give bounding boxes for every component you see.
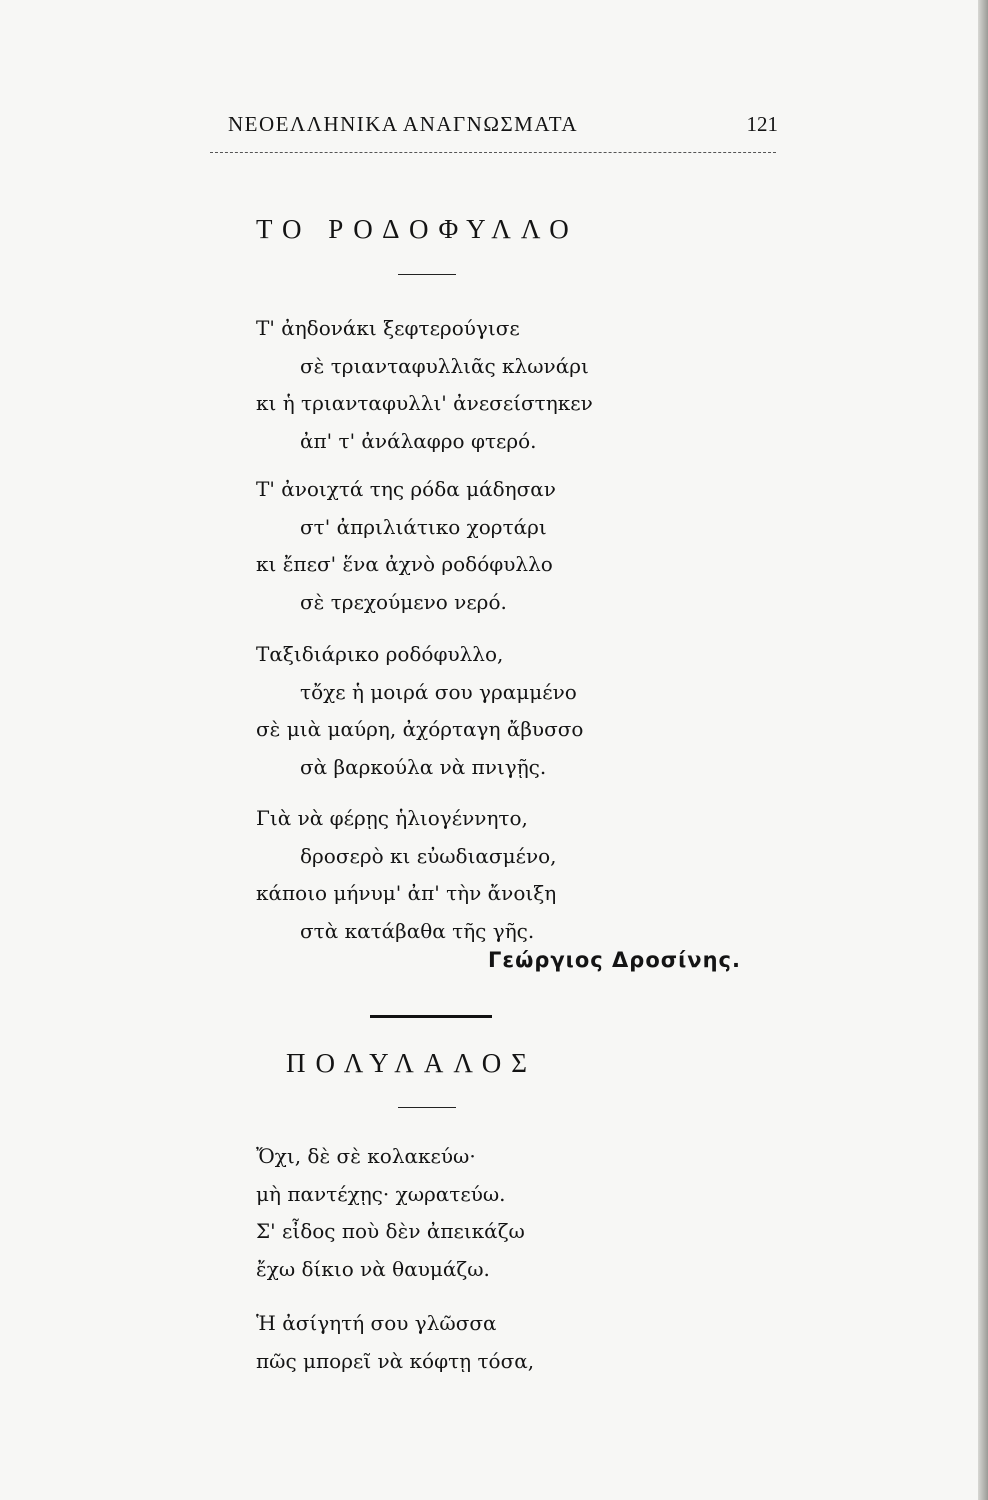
page-number: 121	[746, 112, 778, 136]
stanza	[256, 471, 556, 621]
title-rule	[398, 1107, 456, 1108]
verse-line: ἔχω δίκιο νὰ θαυμάζω.	[256, 1256, 490, 1281]
poem-title-rodofyllo: ΤΟ ΡΟΔΟΦΥΛΛΟ	[256, 214, 579, 244]
stanza	[256, 1305, 534, 1380]
verse-line: δροσερὸ κι εὐωδιασμένο,	[300, 843, 557, 868]
poem-title-polylalos: ΠΟΛΥΛΑΛΟΣ	[286, 1048, 538, 1078]
stanza	[256, 800, 557, 950]
verse-line: Τ' ἀνοιχτά της ρόδα μάδησαν	[256, 477, 556, 501]
verse-line: Ἡ ἀσίγητή σου γλῶσσα	[256, 1311, 497, 1335]
page-edge	[978, 0, 988, 1500]
verse-line: κάποιο μήνυμ' ἀπ' τὴν ἄνοιξη	[256, 881, 557, 905]
verse-line: Ταξιδιάρικο ροδόφυλλο,	[256, 642, 504, 666]
verse-line: στ' ἀπριλιάτικο χορτάρι	[300, 514, 547, 539]
verse-line: Τ' ἀηδονάκι ξεφτερούγισε	[256, 316, 520, 340]
stanza	[256, 636, 583, 786]
verse-line: σὲ μιὰ μαύρη, ἀχόρταγη ἄβυσσο	[256, 717, 584, 741]
verse-line: πῶς μπορεῖ νὰ κόφτῃ τόσα,	[256, 1348, 535, 1373]
title-rule	[398, 274, 456, 275]
verse-line: μὴ παντέχῃς· χωρατεύω.	[256, 1181, 506, 1206]
stanza	[256, 310, 593, 460]
verse-line: στὰ κατάβαθα τῆς γῆς.	[300, 918, 535, 943]
verse-line: κι ἡ τριανταφυλλι' ἀνεσείστηκεν	[256, 391, 593, 415]
header-rule	[210, 152, 776, 153]
verse-line: τὄχε ἡ μοιρά σου γραμμένο	[300, 679, 577, 704]
verse-line: σὲ τρεχούμενο νερό.	[300, 589, 507, 614]
verse-line: Σ' εἶδος ποὺ δὲν ἀπεικάζω	[256, 1219, 525, 1243]
running-head-title: ΝΕΟΕΛΛΗΝΙΚΑ ΑΝΑΓΝΩΣΜΑΤΑ	[228, 112, 579, 136]
running-head	[228, 112, 778, 142]
verse-line: σὰ βαρκούλα νὰ πνιγῇς.	[300, 754, 547, 779]
verse-line: σὲ τριανταφυλλιᾶς κλωνάρι	[300, 353, 589, 378]
verse-line: ἀπ' τ' ἀνάλαφρο φτερό.	[300, 428, 537, 453]
stanza	[256, 1138, 525, 1288]
section-divider	[370, 1015, 492, 1018]
verse-line: Γιὰ νὰ φέρῃς ἡλιογέννητο,	[256, 806, 528, 830]
verse-line: Ὄχι, δὲ σὲ κολακεύω·	[256, 1144, 476, 1168]
author-signature: Γεώργιος Δροσίνης.	[488, 948, 741, 972]
verse-line: κι ἔπεσ' ἕνα ἀχνὸ ροδόφυλλο	[256, 552, 553, 576]
